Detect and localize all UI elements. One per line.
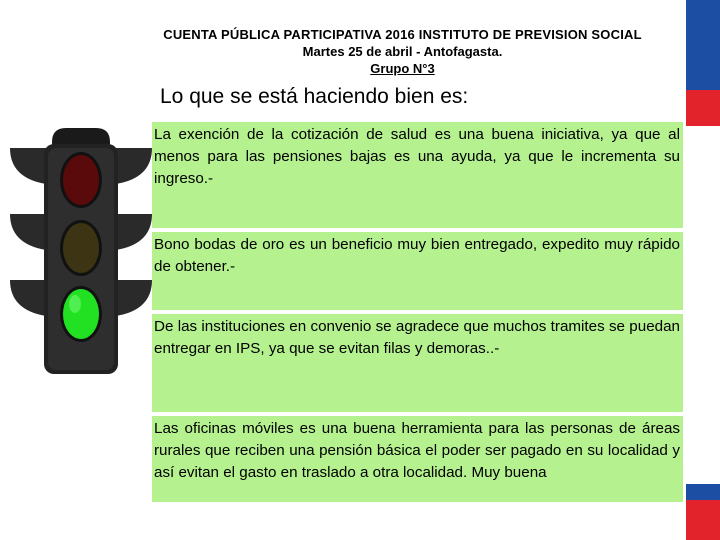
chile-flag-strip [686, 0, 720, 540]
list-item: Las oficinas móviles es una buena herramienta para las personas de áreas rurales que reciben una pensión básica el poder ser pagado en su localidad y así evitan el gasto en traslado a otra localidad. Muy buena [152, 416, 683, 502]
header-date-place: Martes 25 de abril - Antofagasta. [302, 44, 503, 59]
header-group: Grupo N°3 [370, 61, 435, 76]
header [130, 26, 675, 77]
header-title: CUENTA PÚBLICA PARTICIPATIVA 2016 INSTITUTO DE PREVISION SOCIAL [163, 27, 642, 42]
list-item: De las instituciones en convenio se agradece que muchos tramites se puedan entregar en IPS, ya que se evitan filas y demoras..- [152, 314, 683, 412]
list-item: La exención de la cotización de salud es una buena iniciativa, ya que al menos para las pensiones bajas es una ayuda, ya que le incrementa su ingreso.- [152, 122, 683, 228]
traffic-light-icon [4, 118, 154, 385]
section-heading: Lo que se está haciendo bien es: [160, 85, 469, 108]
list-item: Bono bodas de oro es un beneficio muy bien entregado, expedito muy rápido de obtener.- [152, 232, 683, 310]
